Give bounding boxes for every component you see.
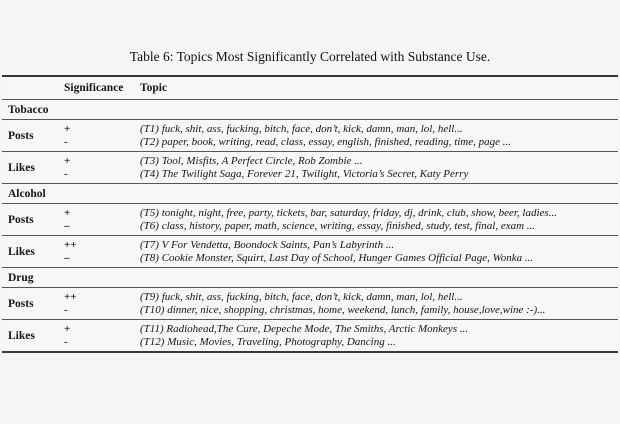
topic-value: (T10) dinner, nice, shopping, christmas, home, weekend, lunch, family, house,love,wine :-)...: [140, 303, 546, 316]
group-lines: [62, 207, 618, 233]
group-lines: [62, 239, 618, 265]
group-lines: [62, 123, 618, 149]
significance-value: ++: [64, 238, 77, 251]
significance-value: -: [64, 167, 68, 180]
group-tobacco-likes: [2, 152, 618, 184]
group-label: Likes: [8, 245, 35, 258]
group-alcohol-likes: [2, 236, 618, 268]
topic-row: [62, 291, 618, 304]
group-label: Likes: [8, 161, 35, 174]
significance-value: +: [64, 122, 71, 135]
group-label: Posts: [8, 297, 34, 310]
topic-row: [62, 207, 618, 220]
significance-value: +: [64, 206, 71, 219]
topic-value: (T11) Radiohead,The Cure, Depeche Mode, The Smiths, Arctic Monkeys ...: [140, 322, 469, 335]
topic-value: (T9) fuck, shit, ass, fucking, bitch, face, don’t, kick, damn, man, lol, hell...: [140, 290, 463, 303]
significance-value: -: [64, 303, 68, 316]
topic-row: [62, 239, 618, 252]
group-label: Posts: [8, 129, 34, 142]
topic-row: [62, 136, 618, 149]
group-tobacco-posts: [2, 120, 618, 152]
header-topic: Topic: [140, 82, 168, 94]
group-drug-likes: [2, 320, 618, 351]
topic-row: [62, 123, 618, 136]
group-alcohol-posts: [2, 204, 618, 236]
topic-value: (T1) fuck, shit, ass, fucking, bitch, face, don’t, kick, damn, man, lol, hell...: [140, 122, 463, 135]
header-significance: Significance: [64, 82, 124, 94]
group-lines: [62, 291, 618, 317]
topic-row: [62, 220, 618, 233]
group-lines: [62, 323, 618, 349]
significance-value: -: [64, 135, 68, 148]
table-body: [2, 100, 618, 351]
topic-row: [62, 155, 618, 168]
significance-value: ++: [64, 290, 77, 303]
topic-row: [62, 252, 618, 265]
topics-table: [2, 75, 618, 353]
table-caption: Table 6: Topics Most Significantly Correlated with Substance Use.: [129, 49, 491, 64]
topic-value: (T3) Tool, Misfits, A Perfect Circle, Rob Zombie ...: [140, 154, 363, 167]
topic-value: (T4) The Twilight Saga, Forever 21, Twilight, Victoria’s Secret, Katy Perry: [140, 167, 469, 180]
significance-value: –: [64, 219, 70, 232]
significance-value: –: [64, 251, 70, 264]
topic-row: [62, 304, 618, 317]
section-row-drug: Drug: [2, 268, 618, 288]
topic-value: (T6) class, history, paper, math, science, writing, essay, finished, study, test, final, exam ...: [140, 219, 536, 232]
group-drug-posts: [2, 288, 618, 320]
topic-value: (T5) tonight, night, free, party, tickets, bar, saturday, friday, dj, drink, club, show, beer, ladies...: [140, 206, 557, 219]
section-row-tobacco: Tobacco: [2, 100, 618, 120]
significance-value: +: [64, 322, 71, 335]
topic-row: [62, 323, 618, 336]
topic-value: (T2) paper, book, writing, read, class, essay, english, finished, reading, time, page ...: [140, 135, 512, 148]
group-label: Posts: [8, 213, 34, 226]
significance-value: -: [64, 335, 68, 348]
significance-value: +: [64, 154, 71, 167]
section-row-alcohol: Alcohol: [2, 184, 618, 204]
table-header-row: [2, 77, 618, 100]
group-label: Likes: [8, 329, 35, 342]
group-lines: [62, 155, 618, 181]
topic-value: (T12) Music, Movies, Traveling, Photography, Dancing ...: [140, 335, 396, 348]
topic-row: [62, 336, 618, 349]
topic-value: (T7) V For Vendetta, Boondock Saints, Pan’s Labyrinth ...: [140, 238, 395, 251]
topic-value: (T8) Cookie Monster, Squirt, Last Day of School, Hunger Games Official Page, Wonka ...: [140, 251, 534, 264]
topic-row: [62, 168, 618, 181]
